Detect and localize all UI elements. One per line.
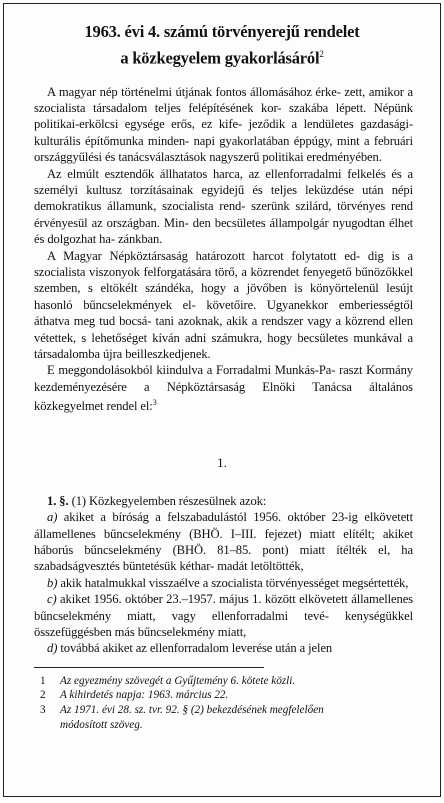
- footnote-text: Az egyezmény szövegét a Gyűjtemény 6. kötete közli.: [60, 674, 296, 687]
- footnotes: [4, 668, 440, 732]
- section-body: [4, 493, 440, 657]
- preamble-paragraph-2: Az elmúlt esztendők állhatatos harca, az ellenforradalmi felkelés és a személyi kultusz torzításainak egyidejű és teljes leküzdése után népi demokratikus államunk, szocialista rend- szerünk szilárd, törvényes rend érvényesül az országban. Min- den becsületes állampolgár nyugodtan élhet és dolgozhat ha- zánkban.: [34, 166, 413, 247]
- preamble: [4, 84, 440, 415]
- section-number: 1.: [217, 454, 227, 470]
- footnote-3: [40, 703, 410, 718]
- footnote-text: Az 1971. évi 28. sz. tvr. 92. § (2) bekezdésének megfelelően: [60, 704, 324, 717]
- enactment-paragraph: E meggondolásokból kiindulva a Forradalmi Munkás-Pa- raszt Kormány kezdeményezésére a Népköztársaság Elnöki Tanácsa általános közkegyelmet rendel el:$^3$: [34, 363, 413, 414]
- item-text: akik hatalmukkal visszaélve a szocialista törvényességet megsértették,: [60, 575, 409, 590]
- list-item: [34, 640, 413, 656]
- footnote-number: 2: [40, 689, 46, 702]
- footnote-text: A kihirdetés napja: 1963. március 22.: [60, 689, 229, 702]
- item-letter: a): [47, 510, 58, 525]
- list-item: [34, 591, 413, 640]
- item-letter: b): [47, 575, 58, 590]
- footnote-number: 1: [40, 674, 46, 687]
- paragraph-number: 1. §.: [47, 493, 69, 508]
- title-line-2: a közkegyelem gyakorlásáról$^2$: [120, 48, 324, 68]
- preamble-paragraph-3: A Magyar Népköztársaság határozott harcot folytatott ed- dig is a szocialista viszonyok felforgatására törő, a közrendet fenyegető bűnözőkkel szemben, s eltökélt szándéka, hogy a jövőben is könyörtelenül lesújt hasonló bűncselekmények el- követőire. Ugyanekkor emberiességtől áthatva meg tud bocsá- tani azoknak, akik a rendszer vagy a közrend ellen vétettek, s lehetőséget kíván adni számukra, hogy becsületes munkával a társadalomba újra beilleszkedjenek.: [34, 248, 413, 361]
- item-text: akiket 1956. október 23.–1957. május 1. között elkövetett államellenes bűncselekmény miatt, vagy ellenforradalmi tevé- kenységükkel összefüggésben más bűncselekmény miatt,: [34, 592, 413, 640]
- footnote-3-continuation: módosított szöveg.: [60, 718, 143, 731]
- item-text: továbbá akiket az ellenforradalom leverése után a jelen: [60, 641, 333, 656]
- decree-title: [4, 20, 440, 70]
- footnote-number: 3: [40, 704, 46, 717]
- item-text: akiket a bíróság a felszabadulástól 1956. október 23-ig elkövetett államellenes bűncselekmény (BHÖ. I–III. fejezet) miatt elítélt; akiket háborús bűncselekmény (BHÖ. 81–85. pont) miatt ítélték el, ha szabadságvesztés büntetésük kéthar- madát letöltötték,: [34, 510, 413, 574]
- item-letter: d): [47, 641, 58, 656]
- paragraph-1: [34, 493, 413, 509]
- footnote-1: [40, 674, 410, 689]
- title-footnote-ref: 2: [319, 49, 324, 59]
- enactment-footnote-ref: 3: [152, 398, 157, 408]
- paragraph-intro: (1) Közkegyelemben részesülnek azok:: [71, 493, 267, 508]
- footnote-2: [40, 688, 410, 703]
- preamble-paragraph-1: A magyar nép történelmi útjának fontos állomásához érke- zett, amikor a szocialista társadalom teljes felépítésének kor- szakába lépett. Népünk politikai-erkölcsi egysége erős, ez kife- jeződik a lendületes gazdasági-kulturális építőmunka minden- napi gyakorlatában éppúgy, mint a februári országgyűlési és tanácsválasztások nagyszerű politikai eredményében.: [34, 84, 413, 165]
- list-item: [34, 509, 413, 575]
- list-item: [34, 575, 413, 591]
- title-line-1: 1963. évi 4. számú törvényerejű rendelet: [84, 22, 360, 41]
- item-letter: c): [47, 592, 57, 607]
- document-page: [3, 3, 441, 797]
